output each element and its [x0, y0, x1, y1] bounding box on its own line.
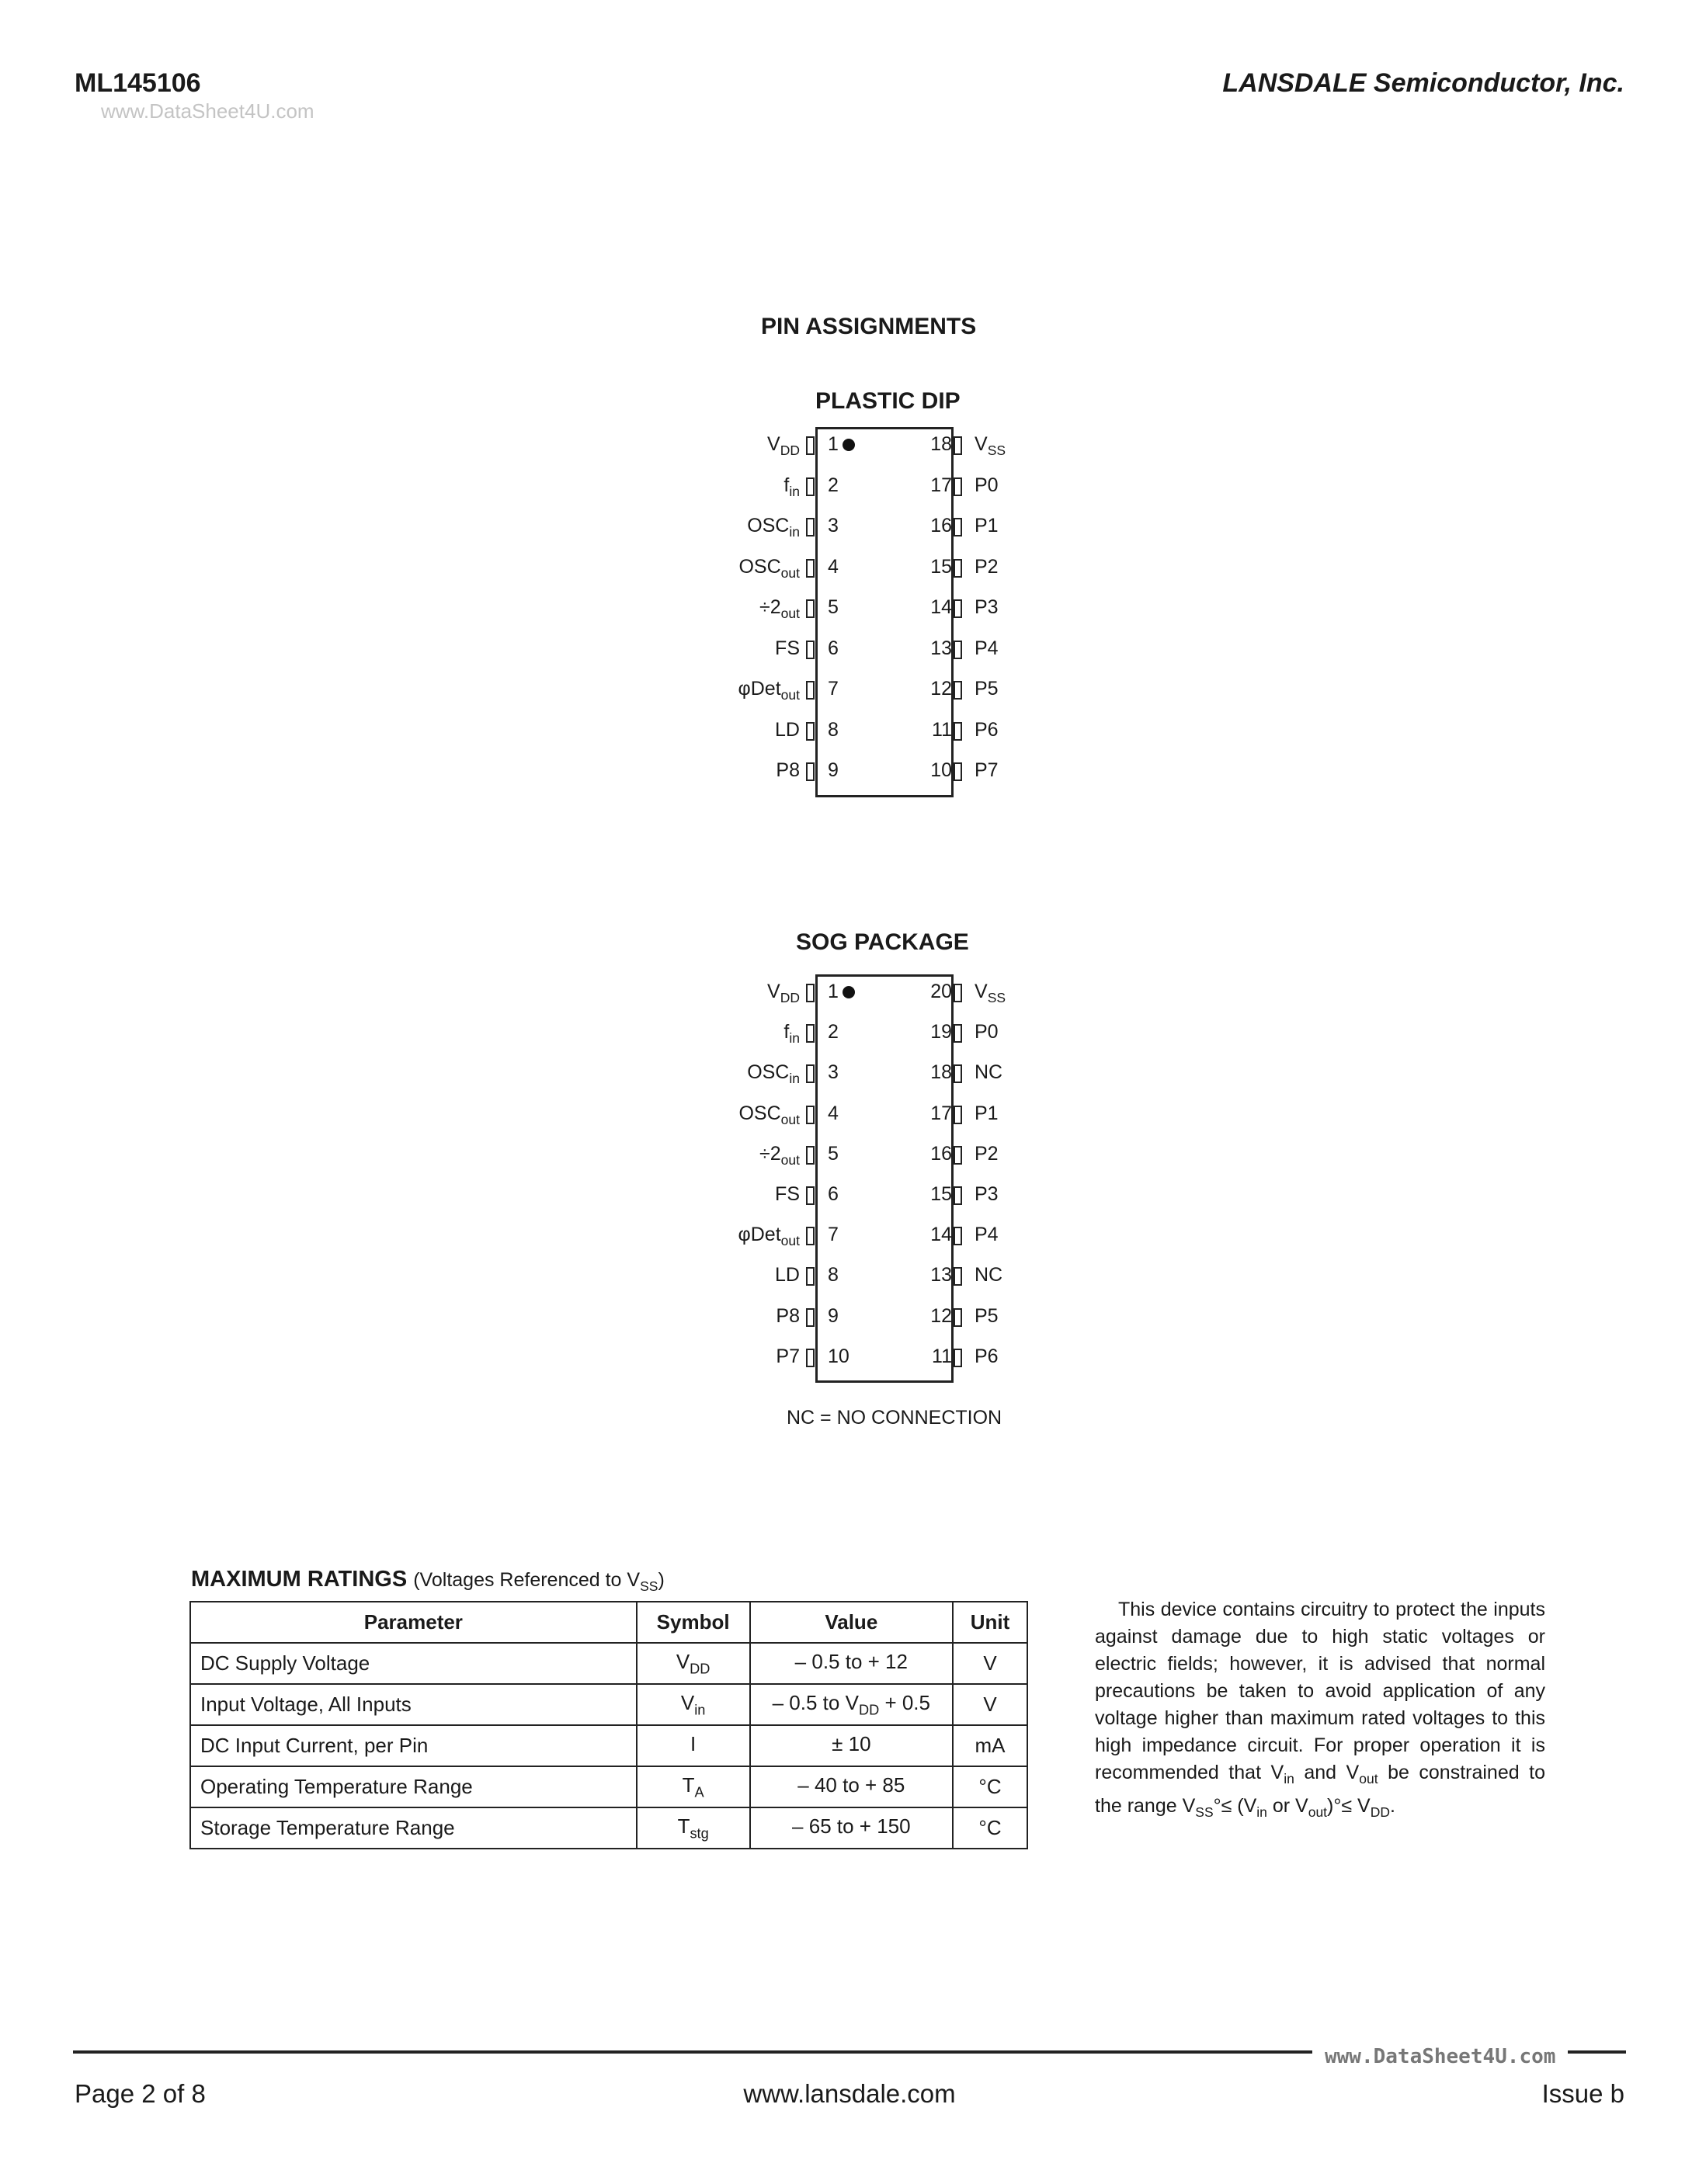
pin-name-left — [776, 759, 800, 785]
pin-name-right — [975, 1143, 999, 1168]
value-text: + 0.5 — [879, 1690, 930, 1714]
pin-name-text: OSC — [738, 1102, 781, 1124]
pin-lead — [954, 722, 962, 741]
max-ratings-title — [191, 1567, 665, 1595]
pin-number-right: 18 — [930, 433, 952, 455]
pin-lead — [954, 518, 962, 536]
pin-name-left — [776, 1305, 800, 1331]
esd-note-text: be constrained to the range V — [1095, 1762, 1545, 1818]
table-row — [190, 1766, 1027, 1807]
pin-number-right: 18 — [930, 1061, 952, 1084]
max-ratings-table — [189, 1601, 1028, 1849]
pin-name-text: P4 — [975, 637, 999, 659]
pin-name-text: φDet — [738, 1224, 781, 1246]
pin-name-text: P0 — [975, 474, 999, 496]
pin-number-right: 16 — [930, 515, 952, 536]
pin-lead — [806, 477, 815, 496]
table-row — [190, 1643, 1027, 1684]
pin-lead — [954, 1146, 962, 1165]
pin-name-left — [759, 596, 800, 622]
pin-name-right — [975, 1183, 999, 1209]
pin-name-sub: SS — [987, 990, 1006, 1006]
cell-unit: mA — [953, 1725, 1027, 1766]
pin-number-left: 1 — [828, 433, 839, 455]
pin-name-text: P2 — [975, 1142, 999, 1165]
pin-row — [0, 1177, 1699, 1217]
header-value: Value — [750, 1602, 953, 1643]
pin-name-text: NC — [975, 1061, 1003, 1084]
pin-name-left — [767, 981, 800, 1006]
symbol-text: I — [690, 1731, 697, 1755]
pin-name-left — [783, 474, 800, 500]
pin-row — [0, 1137, 1699, 1177]
pin-row — [0, 753, 1699, 793]
pin-row — [0, 713, 1699, 753]
pin-name-text: P5 — [975, 1304, 999, 1327]
pin-number-left: 8 — [828, 718, 839, 741]
cell-symbol — [637, 1725, 750, 1766]
pin-name-text: P7 — [776, 1345, 800, 1367]
symbol-text: T — [682, 1773, 695, 1797]
page-number: Page 2 of 8 — [75, 2079, 206, 2108]
pin-lead — [806, 1186, 815, 1205]
pin-lead — [954, 1227, 962, 1245]
pin-name-text: P3 — [975, 1183, 999, 1205]
pin-name-left — [775, 637, 800, 663]
pin-name-right — [975, 981, 1006, 1006]
cell-value — [750, 1766, 953, 1807]
pin-number-left: 9 — [828, 759, 839, 781]
cell-value — [750, 1643, 953, 1684]
esd-note-sub: in — [1284, 1771, 1294, 1787]
pin-lead — [806, 518, 815, 536]
pin-name-right — [975, 515, 999, 540]
esd-note-text: or V — [1266, 1795, 1308, 1818]
pin-lead — [954, 1186, 962, 1205]
pin-name-right — [975, 759, 999, 785]
pin-number-right: 19 — [930, 1021, 952, 1043]
table-row — [190, 1807, 1027, 1849]
pin-name-right — [975, 678, 999, 703]
pin-lead — [954, 984, 962, 1002]
pin-number-left: 3 — [828, 515, 839, 536]
pin-number-left: 8 — [828, 1264, 839, 1286]
pin1-indicator-dot — [843, 986, 855, 998]
pin-name-text: f — [783, 474, 790, 496]
pin-row — [0, 672, 1699, 712]
esd-note — [1095, 1596, 1545, 1826]
pin-name-text: P2 — [975, 555, 999, 578]
cell-unit: V — [953, 1643, 1027, 1684]
pin-name-sub: in — [789, 1071, 800, 1087]
pin-number-left: 2 — [828, 474, 839, 496]
pin-name-text: P7 — [975, 759, 999, 781]
pin-lead — [806, 599, 815, 618]
footer-watermark-link[interactable]: www.DataSheet4U.com — [1312, 2045, 1568, 2068]
pin-lead — [954, 1308, 962, 1327]
symbol-text: V — [676, 1649, 690, 1673]
pin-lead — [954, 1106, 962, 1124]
pin-name-text: V — [767, 981, 780, 1002]
esd-note-sub: DD — [1370, 1804, 1390, 1821]
pin-name-right — [975, 1264, 1002, 1290]
pin-name-text: P8 — [776, 759, 800, 781]
pin-name-text: ÷2 — [759, 596, 781, 618]
pin-name-sub: out — [780, 1233, 800, 1249]
pin-name-sub: DD — [780, 443, 800, 459]
pin-row — [0, 1339, 1699, 1380]
pin-number-left: 7 — [828, 1224, 839, 1246]
max-ratings-title-bold: MAXIMUM RATINGS — [191, 1567, 408, 1592]
pin-name-right — [975, 596, 999, 622]
pin-name-left — [775, 1264, 800, 1290]
pin-lead — [954, 762, 962, 781]
pin-lead — [954, 1349, 962, 1367]
pin-name-text: P8 — [776, 1304, 800, 1327]
pin-name-right — [975, 1021, 999, 1047]
pin-number-right: 15 — [930, 555, 952, 578]
pin-row — [0, 1096, 1699, 1137]
pin-row — [0, 509, 1699, 549]
pin-lead — [806, 722, 815, 741]
pin-row — [0, 590, 1699, 630]
symbol-text: V — [680, 1690, 695, 1714]
pin-name-text: φDet — [738, 678, 781, 700]
pin-row — [0, 427, 1699, 467]
pin-name-sub: out — [780, 1111, 800, 1127]
pin-name-right — [975, 637, 999, 663]
pin-number-right: 12 — [930, 1304, 952, 1327]
pin-name-sub: in — [789, 483, 800, 499]
pin-row — [0, 1217, 1699, 1258]
pin-name-text: P6 — [975, 718, 999, 741]
pin-name-left — [738, 678, 800, 703]
pin-number-left: 6 — [828, 637, 839, 659]
pin-name-right — [975, 556, 999, 582]
header-symbol: Symbol — [637, 1602, 750, 1643]
pin-lead — [806, 436, 815, 455]
pin-lead — [954, 681, 962, 700]
cell-symbol — [637, 1807, 750, 1849]
pin-name-text: ÷2 — [759, 1142, 781, 1165]
plastic-dip-title: PLASTIC DIP — [815, 388, 961, 414]
pin-lead — [806, 1349, 815, 1367]
pin-name-text: LD — [775, 718, 800, 741]
pin-lead — [806, 1308, 815, 1327]
pin-number-right: 14 — [930, 1224, 952, 1246]
pin-row — [0, 550, 1699, 590]
symbol-sub: stg — [690, 1825, 709, 1842]
cell-value — [750, 1807, 953, 1849]
max-ratings-title-sub: SS — [640, 1578, 658, 1595]
pin-name-text: OSC — [738, 555, 781, 578]
pin-name-sub: out — [780, 1151, 800, 1168]
pin-name-text: V — [975, 433, 988, 455]
part-number: ML145106 — [75, 68, 201, 98]
value-text: ± 10 — [832, 1731, 871, 1755]
pin-assignments-title: PIN ASSIGNMENTS — [761, 314, 977, 339]
pin-name-right — [975, 1061, 1002, 1087]
cell-symbol — [637, 1684, 750, 1725]
pin-name-right — [975, 1305, 999, 1331]
esd-note-text: )°≤ V — [1327, 1795, 1371, 1818]
pin-lead — [954, 641, 962, 659]
pin-name-text: FS — [775, 637, 800, 659]
pin-number-left: 7 — [828, 678, 839, 700]
cell-unit: °C — [953, 1766, 1027, 1807]
esd-note-sub: out — [1359, 1771, 1378, 1787]
pin-name-left — [783, 1021, 800, 1047]
pin-name-text: LD — [775, 1264, 800, 1286]
value-text: – 0.5 to + 12 — [794, 1649, 908, 1673]
esd-note-text: and V — [1294, 1762, 1360, 1783]
pin-name-left — [738, 556, 800, 582]
symbol-sub: A — [694, 1784, 704, 1800]
pin-name-text: P6 — [975, 1345, 999, 1367]
symbol-sub: in — [694, 1702, 706, 1718]
pin-name-left — [775, 719, 800, 745]
value-text: – 65 to + 150 — [792, 1814, 911, 1838]
pin-name-sub: in — [789, 524, 800, 540]
header-unit: Unit — [953, 1602, 1027, 1643]
sog-package-title: SOG PACKAGE — [796, 929, 969, 955]
pin-name-text: FS — [775, 1183, 800, 1205]
company-name: LANSDALE Semiconductor, Inc. — [1222, 68, 1624, 98]
symbol-sub: DD — [690, 1661, 711, 1677]
cell-parameter: Operating Temperature Range — [190, 1766, 637, 1807]
pin-number-left: 5 — [828, 1142, 839, 1165]
pin-name-text: V — [975, 981, 988, 1002]
header-parameter: Parameter — [190, 1602, 637, 1643]
pin-number-left: 10 — [828, 1345, 850, 1367]
pin-lead — [806, 1064, 815, 1083]
pin-row — [0, 1299, 1699, 1339]
pin-number-left: 1 — [828, 981, 839, 1002]
pin-number-right: 13 — [930, 637, 952, 659]
pin-lead — [806, 1227, 815, 1245]
watermark-link[interactable]: www.DataSheet4U.com — [101, 99, 314, 123]
table-row — [190, 1725, 1027, 1766]
value-sub: DD — [858, 1702, 880, 1718]
pin-name-left — [738, 1102, 800, 1128]
cell-value — [750, 1684, 953, 1725]
nc-note: NC = NO CONNECTION — [787, 1407, 1002, 1429]
issue-label: Issue b — [1541, 2079, 1624, 2108]
cell-unit: V — [953, 1684, 1027, 1725]
pin-name-text: P3 — [975, 596, 999, 618]
pin-name-left — [738, 1224, 800, 1249]
pin-lead — [806, 1024, 815, 1043]
symbol-text: T — [677, 1814, 690, 1838]
pin-name-sub: out — [780, 687, 800, 703]
pin-name-text: P5 — [975, 678, 999, 700]
pin-name-sub: out — [780, 606, 800, 622]
pin-lead — [954, 599, 962, 618]
value-text: – 40 to + 85 — [797, 1773, 905, 1797]
pin-number-right: 15 — [930, 1183, 952, 1205]
pin-row — [0, 1015, 1699, 1055]
pin-name-right — [975, 474, 999, 500]
pin-name-text: NC — [975, 1264, 1003, 1286]
esd-note-sub: out — [1308, 1804, 1328, 1821]
pin-name-left — [747, 515, 800, 540]
pin-number-right: 20 — [930, 981, 952, 1002]
pin-number-right: 13 — [930, 1264, 952, 1286]
pin-name-right — [975, 719, 999, 745]
pin-name-left — [767, 433, 800, 459]
pin-lead — [806, 559, 815, 578]
pin-name-text: OSC — [747, 515, 790, 536]
cell-symbol — [637, 1766, 750, 1807]
pin-lead — [806, 984, 815, 1002]
pin-lead — [806, 1146, 815, 1165]
pin-name-text: V — [767, 433, 780, 455]
pin-number-right: 10 — [930, 759, 952, 781]
esd-note-text: . — [1390, 1795, 1395, 1818]
pin-name-text: P1 — [975, 515, 999, 536]
table-header-row — [190, 1602, 1027, 1643]
pin-number-left: 5 — [828, 596, 839, 618]
pin-name-text: P1 — [975, 1102, 999, 1124]
cell-unit: °C — [953, 1807, 1027, 1849]
esd-note-sub: in — [1256, 1804, 1267, 1821]
pin-name-right — [975, 1102, 999, 1128]
cell-value — [750, 1725, 953, 1766]
value-text: – 0.5 to V — [772, 1690, 859, 1714]
pin-row — [0, 974, 1699, 1015]
pin-row — [0, 1055, 1699, 1095]
pin-number-right: 12 — [930, 678, 952, 700]
cell-parameter: Storage Temperature Range — [190, 1807, 637, 1849]
pin-lead — [806, 681, 815, 700]
pin-name-left — [776, 1345, 800, 1371]
pin-name-left — [747, 1061, 800, 1087]
pin-name-right — [975, 1224, 999, 1249]
esd-note-sub: SS — [1195, 1804, 1214, 1821]
pin-lead — [954, 559, 962, 578]
pin-number-right: 14 — [930, 596, 952, 618]
pin-number-right: 11 — [932, 718, 952, 741]
pin-lead — [954, 1024, 962, 1043]
pin-number-left: 4 — [828, 1102, 839, 1124]
pin-lead — [954, 1064, 962, 1083]
pin1-indicator-dot — [843, 439, 855, 451]
pin-number-right: 16 — [930, 1142, 952, 1165]
pin-name-right — [975, 1345, 999, 1371]
pin-name-sub: DD — [780, 990, 800, 1006]
pin-name-text: f — [783, 1021, 790, 1043]
table-row — [190, 1684, 1027, 1725]
pin-lead — [806, 1106, 815, 1124]
pin-number-left: 9 — [828, 1304, 839, 1327]
pin-name-sub: out — [780, 564, 800, 581]
pin-lead — [954, 477, 962, 496]
pin-number-right: 11 — [932, 1345, 952, 1367]
pin-lead — [806, 762, 815, 781]
pin-row — [0, 631, 1699, 672]
pin-number-left: 6 — [828, 1183, 839, 1205]
pin-lead — [954, 1267, 962, 1286]
pin-number-left: 3 — [828, 1061, 839, 1084]
pin-name-left — [759, 1143, 800, 1168]
pin-number-left: 4 — [828, 555, 839, 578]
pin-name-sub: in — [789, 1030, 800, 1047]
pin-row — [0, 1258, 1699, 1298]
cell-parameter: Input Voltage, All Inputs — [190, 1684, 637, 1725]
pin-name-sub: SS — [987, 443, 1006, 459]
website-link[interactable]: www.lansdale.com — [743, 2079, 956, 2108]
pin-row — [0, 468, 1699, 509]
cell-parameter: DC Input Current, per Pin — [190, 1725, 637, 1766]
pin-name-text: P4 — [975, 1224, 999, 1246]
pin-number-right: 17 — [930, 1102, 952, 1124]
esd-note-text: °≤ (V — [1213, 1795, 1257, 1818]
cell-symbol — [637, 1643, 750, 1684]
pin-number-left: 2 — [828, 1021, 839, 1043]
max-ratings-title-close: ) — [658, 1569, 665, 1591]
max-ratings-title-rest: (Voltages Referenced to V — [413, 1569, 641, 1591]
pin-lead — [954, 436, 962, 455]
pin-number-right: 17 — [930, 474, 952, 496]
pin-name-text: P0 — [975, 1021, 999, 1043]
pin-lead — [806, 1267, 815, 1286]
pin-name-right — [975, 433, 1006, 459]
pin-name-left — [775, 1183, 800, 1209]
pin-lead — [806, 641, 815, 659]
cell-parameter: DC Supply Voltage — [190, 1643, 637, 1684]
esd-note-text: This device contains circuitry to protect the inputs against damage due to high static voltages or electric fields; however, it is advised that normal precautions be taken to avoid application of any voltage higher than maximum rated voltages to this high impedance circuit. For proper operation it is recommended that V — [1095, 1599, 1545, 1783]
pin-name-text: OSC — [747, 1061, 790, 1084]
